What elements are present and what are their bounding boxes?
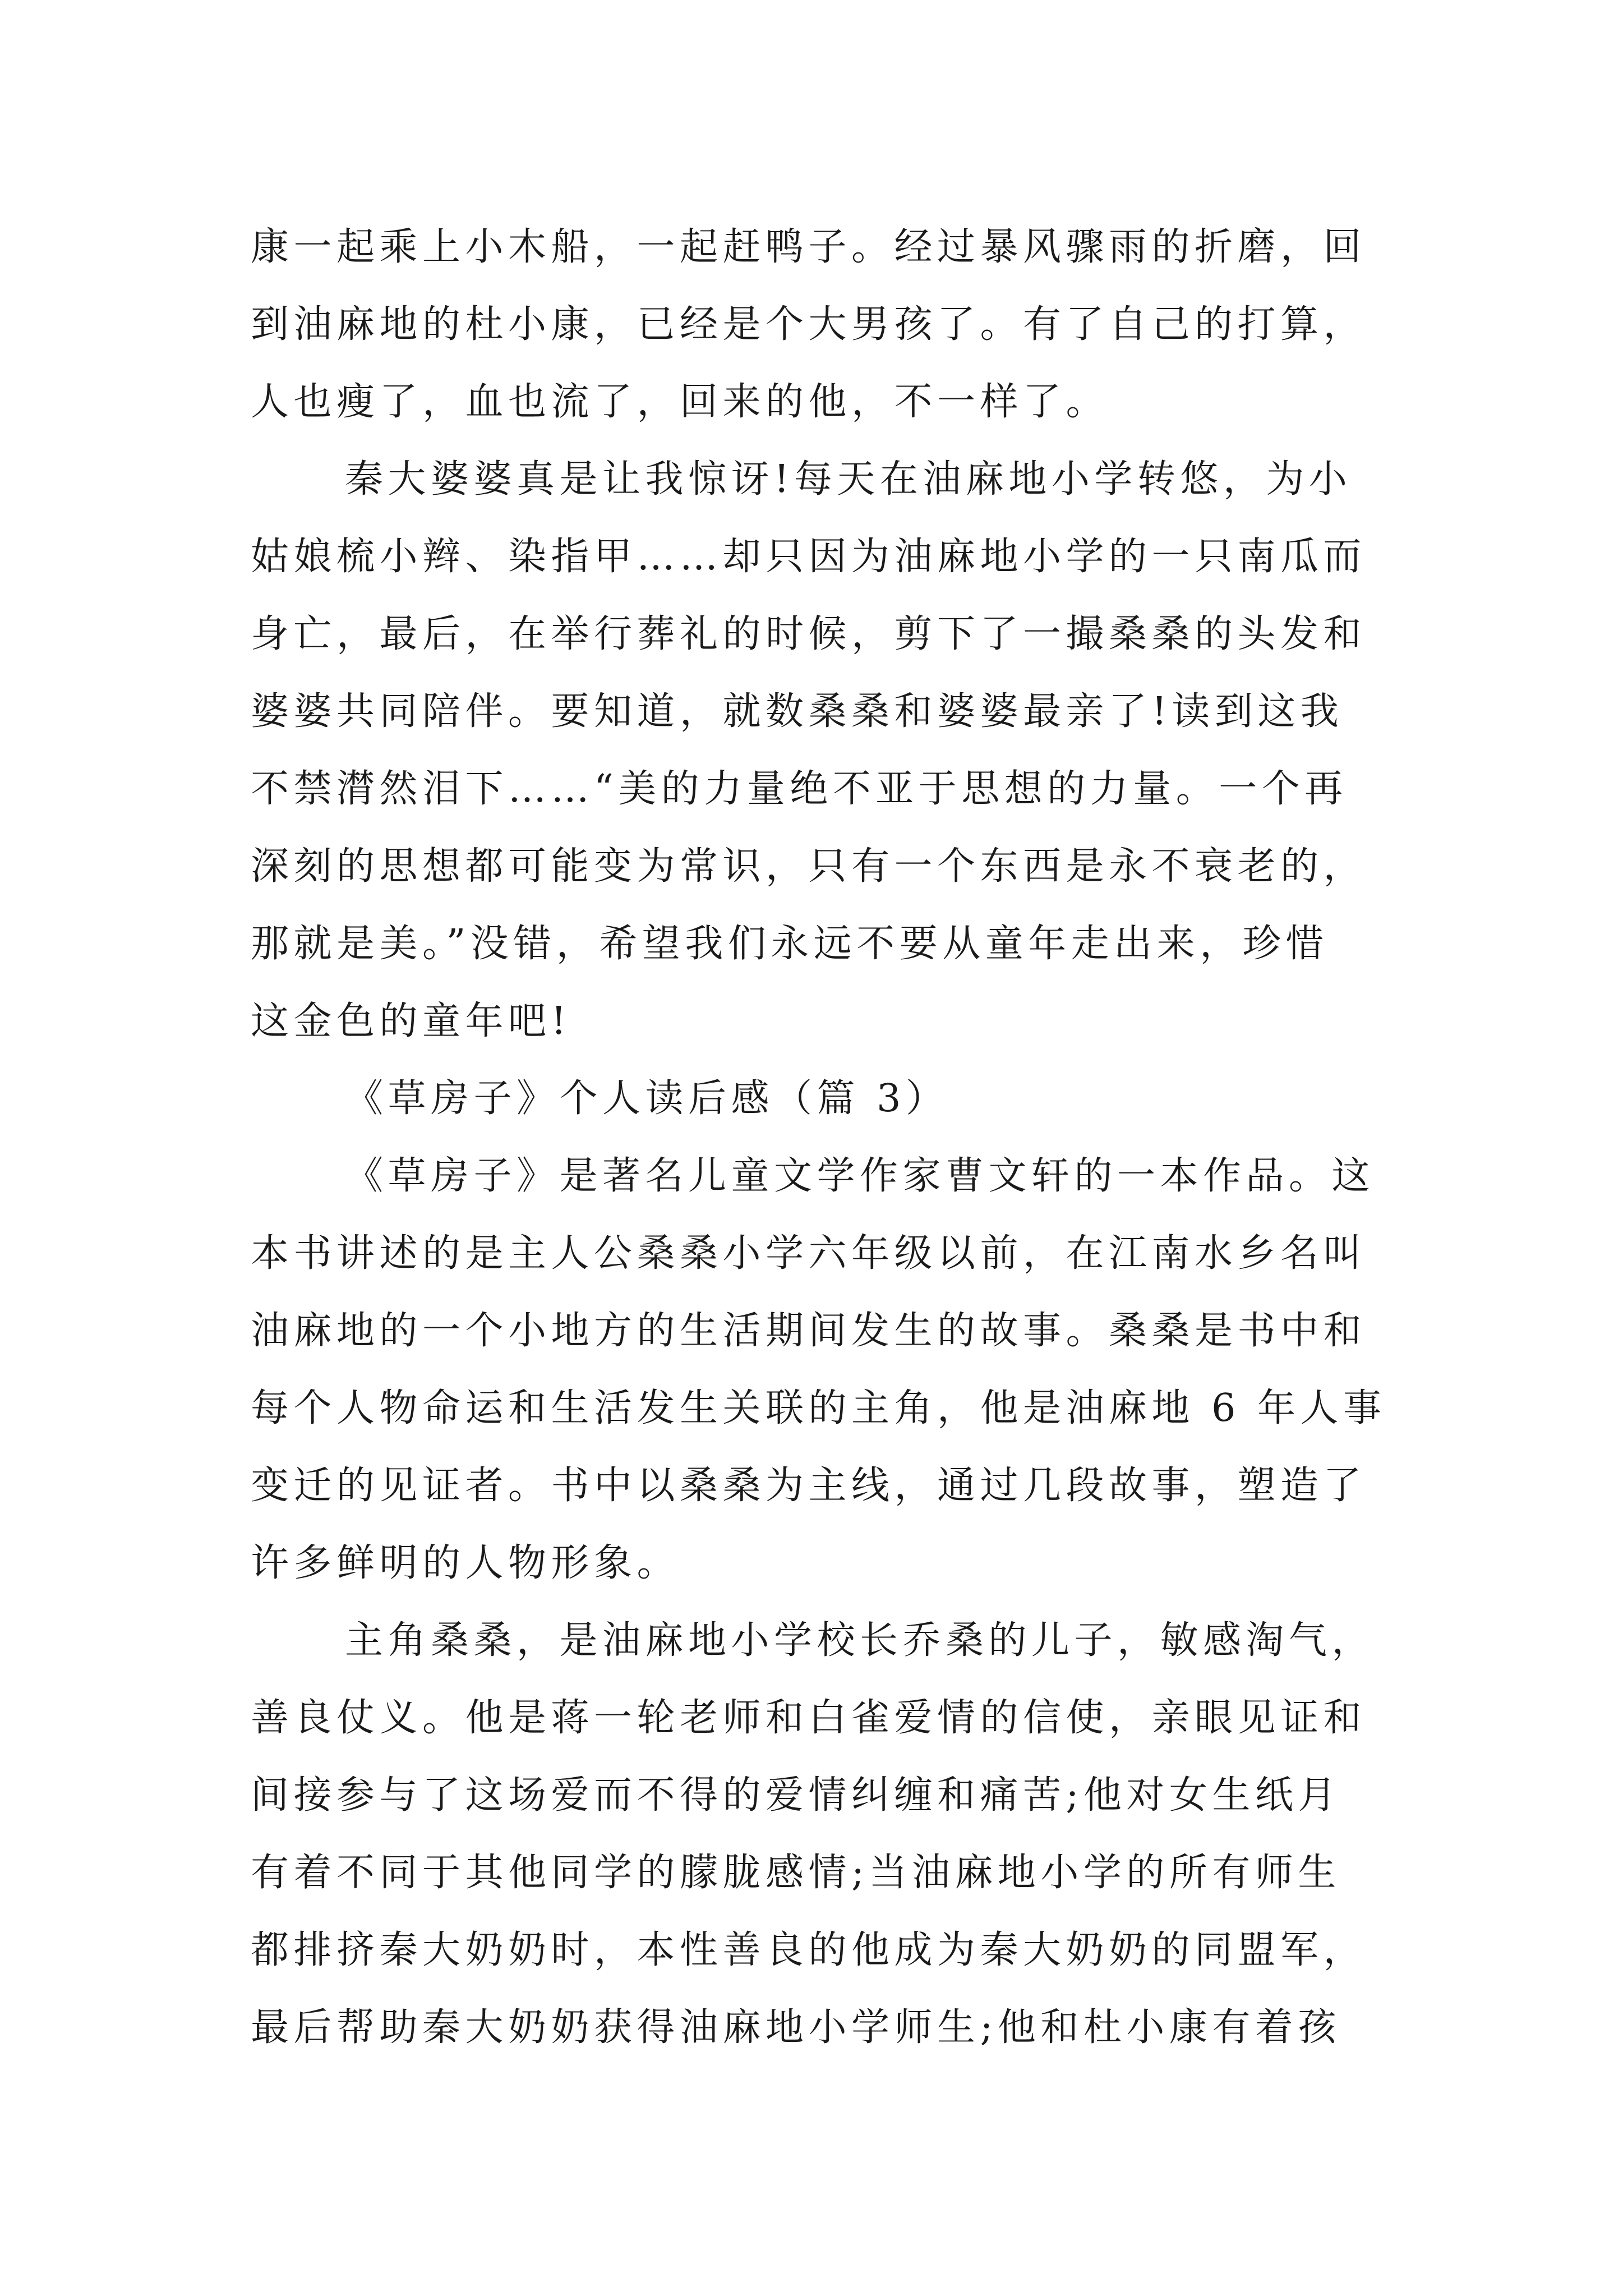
text-line: 深刻的思想都可能变为常识，只有一个东西是永不衰老的， bbox=[251, 844, 1367, 889]
text-line: 每个人物命运和生活发生关联的主角，他是油麻地 6 年人事 bbox=[251, 1386, 1386, 1430]
text-line: 都排挤秦大奶奶时，本性善良的他成为秦大奶奶的同盟军， bbox=[251, 1928, 1367, 1972]
text-line: 康一起乘上小木船，一起赶鸭子。经过暴风骤雨的折磨，回 bbox=[251, 225, 1367, 269]
paragraph-first-line: 主角桑桑，是油麻地小学校长乔桑的儿子，敏感淘气， bbox=[345, 1618, 1375, 1663]
text-line: 善良仗义。他是蒋一轮老师和白雀爱情的信使，亲眼见证和 bbox=[251, 1696, 1367, 1740]
text-line: 身亡，最后，在举行葬礼的时候，剪下了一撮桑桑的头发和 bbox=[251, 612, 1367, 656]
text-line: 人也瘦了，血也流了，回来的他，不一样了。 bbox=[251, 380, 1109, 424]
text-line: 油麻地的一个小地方的生活期间发生的故事。桑桑是书中和 bbox=[251, 1309, 1367, 1353]
text-line: 不禁潸然泪下……“美的力量绝不亚于思想的力量。一个再 bbox=[251, 767, 1348, 811]
text-line: 本书讲述的是主人公桑桑小学六年级以前，在江南水乡名叫 bbox=[251, 1231, 1367, 1276]
text-line: 最后帮助秦大奶奶获得油麻地小学师生;他和杜小康有着孩 bbox=[251, 2005, 1341, 2050]
paragraph-first-line: 《草房子》是著名儿童文学作家曹文轩的一本作品。这 bbox=[345, 1154, 1375, 1198]
body-text bbox=[251, 209, 1386, 2067]
text-line: 到油麻地的杜小康，已经是个大男孩了。有了自己的打算， bbox=[251, 302, 1367, 347]
paragraph-first-line: 秦大婆婆真是让我惊讶!每天在油麻地小学转悠，为小 bbox=[345, 457, 1352, 501]
text-line: 婆婆共同陪伴。要知道，就数桑桑和婆婆最亲了!读到这我 bbox=[251, 689, 1344, 734]
text-line: 变迁的见证者。书中以桑桑为主线，通过几段故事，塑造了 bbox=[251, 1464, 1367, 1508]
text-line: 这金色的童年吧! bbox=[251, 999, 571, 1043]
text-line: 有着不同于其他同学的朦胧感情;当油麻地小学的所有师生 bbox=[251, 1851, 1341, 1895]
text-line: 间接参与了这场爱而不得的爱情纠缠和痛苦;他对女生纸月 bbox=[251, 1773, 1341, 1818]
text-line: 那就是美。”没错，希望我们永远不要从童年走出来，珍惜 bbox=[251, 922, 1329, 966]
text-line: 许多鲜明的人物形象。 bbox=[251, 1541, 680, 1585]
section-heading: 《草房子》个人读后感（篇 3） bbox=[345, 1076, 949, 1121]
text-line: 姑娘梳小辫、染指甲……却只因为油麻地小学的一只南瓜而 bbox=[251, 535, 1367, 579]
